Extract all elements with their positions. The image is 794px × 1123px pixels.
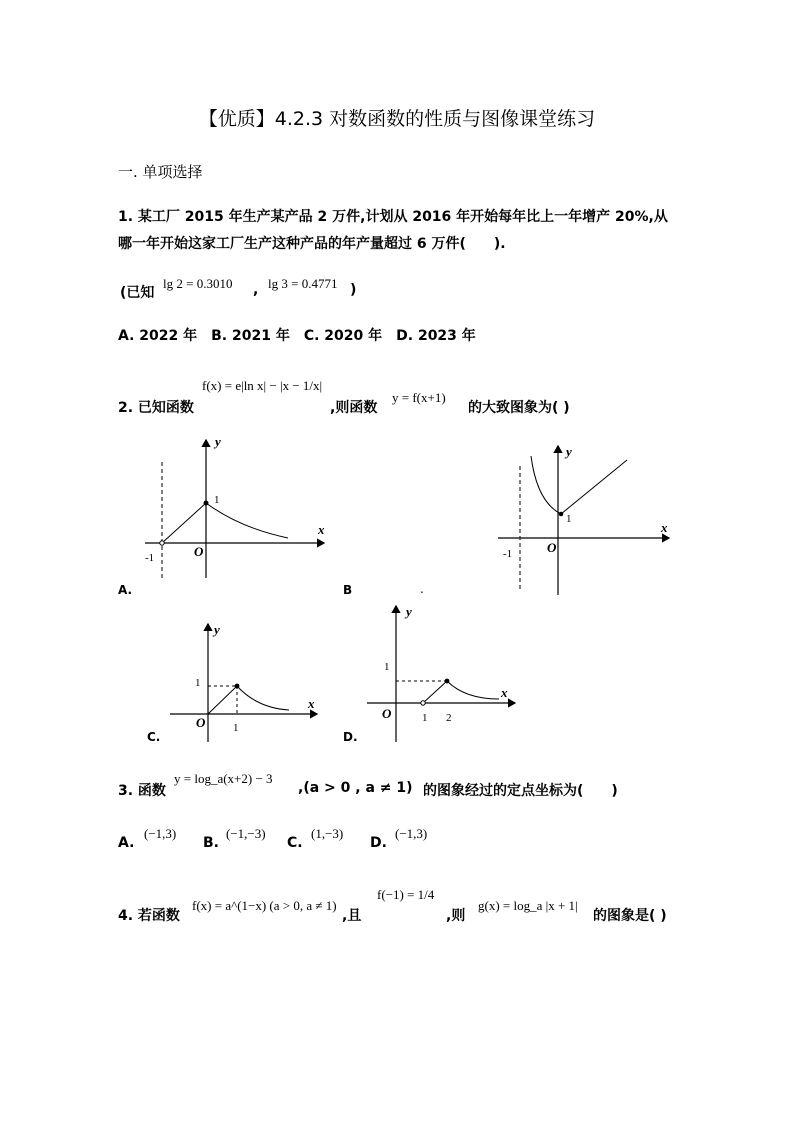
q3-prefix: 3. 函数 — [118, 783, 166, 799]
q1-line1: 1. 某工厂 2015 年生产某产品 2 万件,计划从 2016 年开始每年比上一年增产 20%,从 — [118, 209, 668, 225]
q1-known-lg2: lg 2 = 0.3010 — [163, 276, 233, 291]
x-label: x — [318, 522, 325, 537]
one-x-label: 1 — [233, 722, 239, 734]
q3-option-a: A. — [118, 835, 135, 851]
q3-option-d-value: (−1,3) — [395, 826, 428, 841]
option-c-label: C. — [147, 730, 161, 744]
curve-decay — [206, 503, 288, 538]
q4-cond: f(−1) = 1/4 — [377, 887, 435, 902]
q1-options: A. 2022 年 B. 2021 年 C. 2020 年 D. 2023 年 — [118, 328, 476, 344]
option-a-label: A. — [118, 583, 133, 597]
page-title: 【优质】4.2.3 对数函数的性质与图像课堂练习 — [198, 108, 596, 130]
option-b-label: B — [343, 583, 353, 597]
q3-option-d: D. — [370, 835, 387, 851]
q2-suffix: 的大致图象为( ) — [468, 400, 570, 416]
q2-func2: y = f(x+1) — [392, 390, 446, 405]
q3-cond: ,(a > 0 , a ≠ 1) — [298, 780, 413, 796]
graph-a — [140, 430, 340, 580]
section-heading: 一. 单项选择 — [118, 163, 203, 181]
y-label: y — [566, 444, 572, 459]
open-point — [421, 701, 425, 705]
curve-decay — [237, 686, 289, 710]
one-y-label: 1 — [384, 661, 390, 673]
q3-suffix: 的图象经过的定点坐标为( ) — [423, 783, 618, 799]
q1-comma: , — [253, 282, 259, 298]
one-x-label: 1 — [422, 712, 428, 724]
y-label: y — [406, 604, 412, 619]
option-b-dot: . — [420, 582, 424, 596]
min-point — [559, 512, 564, 517]
neg1-label: -1 — [145, 552, 155, 564]
curve-segment — [423, 681, 447, 703]
origin-label: O — [196, 715, 206, 730]
y-label: y — [215, 434, 221, 449]
origin-label: O — [382, 706, 392, 721]
two-x-label: 2 — [446, 712, 452, 724]
graph-c — [165, 620, 325, 742]
q1-known-lg3: lg 3 = 0.4771 — [268, 276, 338, 291]
q4-func: f(x) = a^(1−x) (a > 0, a ≠ 1) — [192, 898, 337, 913]
q3-option-a-value: (−1,3) — [144, 826, 177, 841]
q3-option-b: B. — [203, 835, 219, 851]
q4-func2: g(x) = log_a |x + 1| — [478, 898, 578, 913]
q3-option-c: C. — [287, 835, 303, 851]
curve-segment — [162, 503, 206, 543]
curve-segment — [208, 686, 237, 714]
x-label: x — [308, 696, 315, 711]
q2-func: f(x) = e|ln x| − |x − 1/x| — [202, 378, 323, 393]
q2-mid: ,则函数 — [330, 400, 378, 416]
y-label: y — [214, 622, 220, 637]
q3-func: y = log_a(x+2) − 3 — [174, 771, 273, 786]
q1-known-suffix: ) — [350, 282, 357, 298]
x-label: x — [501, 685, 508, 700]
q1-line2: 哪一年开始这家工厂生产这种产品的年产量超过 6 万件( ). — [118, 236, 506, 252]
origin-label: O — [547, 540, 557, 555]
x-label: x — [661, 520, 668, 535]
graph-d — [365, 602, 525, 742]
q4-mid2: ,则 — [446, 908, 466, 924]
q4-mid: ,且 — [342, 908, 362, 924]
curve-left — [531, 456, 561, 514]
q3-option-b-value: (−1,−3) — [226, 826, 266, 841]
peak-point — [445, 679, 450, 684]
one-label: 1 — [214, 494, 220, 506]
option-d-label: D. — [343, 730, 358, 744]
origin-label: O — [194, 544, 204, 559]
one-y-label: 1 — [195, 677, 201, 689]
graph-b — [495, 440, 675, 595]
q4-prefix: 4. 若函数 — [118, 908, 180, 924]
q2-prefix: 2. 已知函数 — [118, 400, 194, 416]
open-point — [160, 541, 164, 545]
peak-point — [204, 501, 209, 506]
q1-known-prefix: (已知 — [120, 285, 155, 301]
q3-option-c-value: (1,−3) — [311, 826, 344, 841]
one-label: 1 — [566, 513, 572, 525]
curve-right — [561, 460, 627, 514]
q4-suffix: 的图象是( ) — [593, 908, 667, 924]
curve-decay — [447, 681, 499, 699]
neg1-label: -1 — [503, 548, 513, 560]
peak-point — [235, 684, 240, 689]
